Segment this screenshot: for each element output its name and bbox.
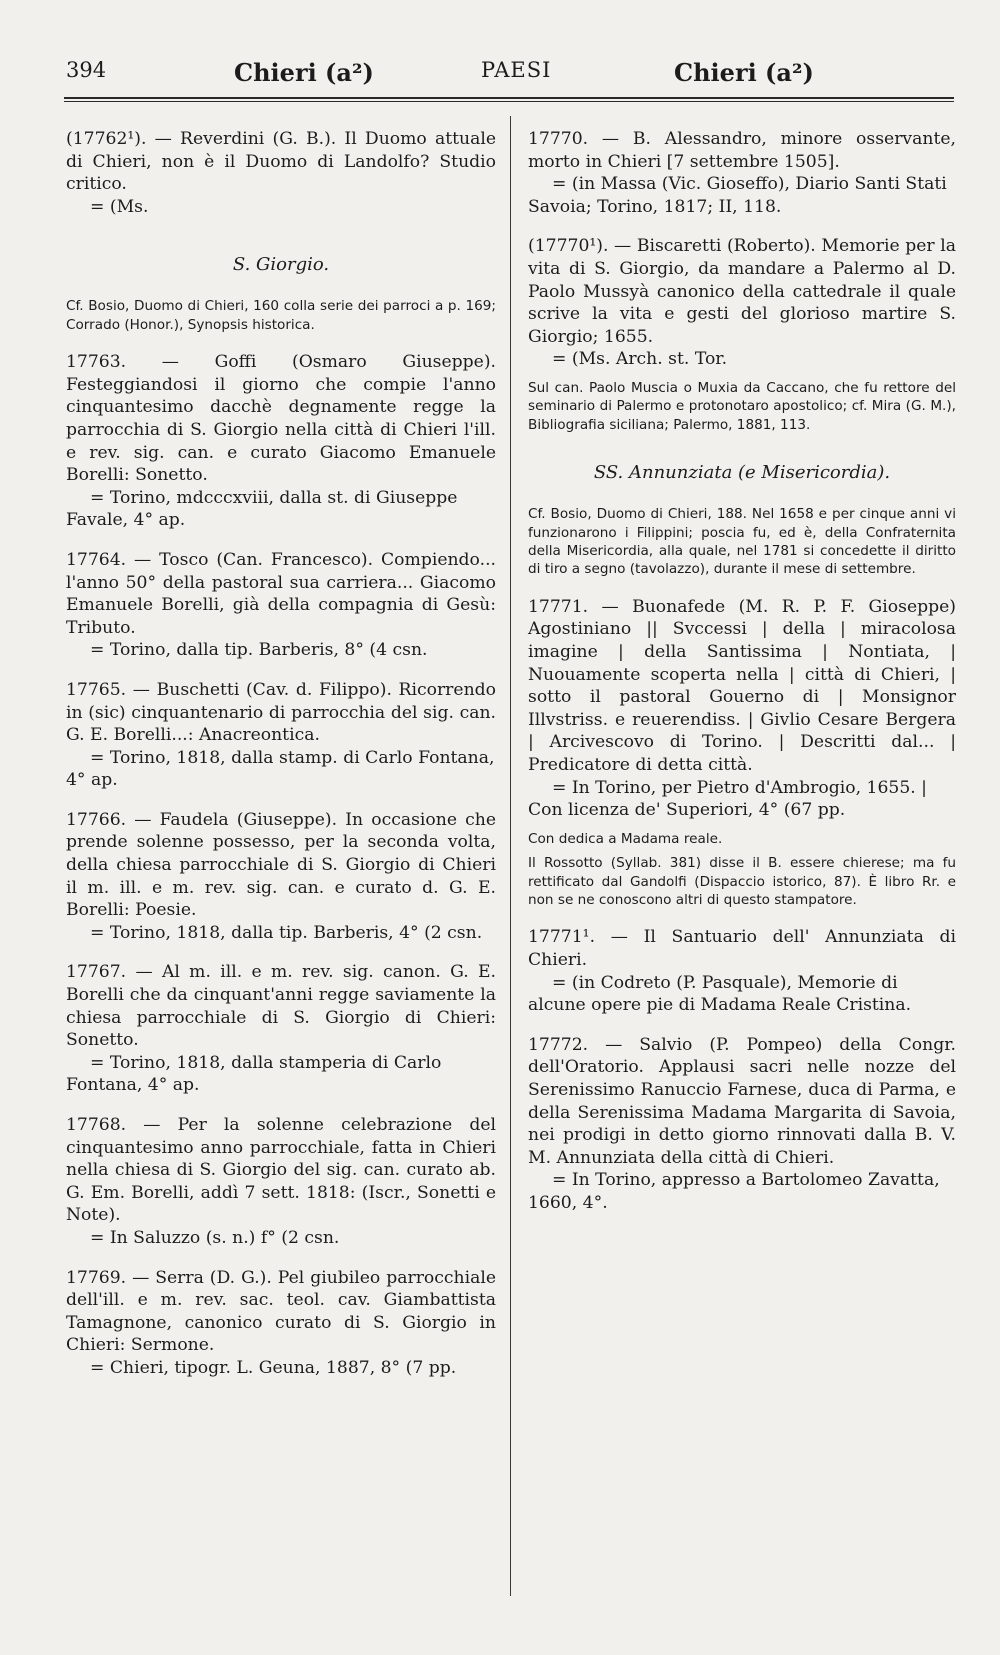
right-running-title: Chieri (a²) xyxy=(674,58,814,87)
entry-publication: = Torino, 1818, dalla stamperia di Carlo Fontana, 4° ap. xyxy=(66,1052,442,1096)
entry-publication: = In Torino, per Pietro d'Ambrogio, 1655. | Con licenza de' Superiori, 4° (67 pp. xyxy=(528,777,927,821)
entry-note: Il Rossotto (Syllab. 381) disse il B. essere chierese; ma fu rettificato dal Gandolfi (Dispaccio istorico, 87). È libro Rr. e non se ne conoscono altri di questo stampatore. xyxy=(528,855,956,908)
page-number: 394 xyxy=(66,58,107,82)
section-heading-ss-annunziata: SS. Annunziata (e Misericordia). xyxy=(593,462,891,484)
entry-publication: = (in Codreto (P. Pasquale), Memorie di alcune opere pie di Madama Reale Cristina. xyxy=(528,972,912,1016)
header-rule xyxy=(64,97,954,99)
entry-publication: = Torino, mdcccxviii, dalla st. di Giuseppe Favale, 4° ap. xyxy=(66,487,458,531)
entry-17762-1 xyxy=(66,128,496,218)
entry-17764 xyxy=(66,549,496,662)
entry-text: (17770¹). — Biscaretti (Roberto). Memorie per la vita di S. Giorgio, da mandare a Palermo al D. Paolo Mussyà canonico della cattedrale il quale scrive la vita e gesti del glorioso martire S. Giorgio; 1655. xyxy=(528,236,956,347)
left-running-title: Chieri (a²) xyxy=(234,58,374,87)
entry-publication: = Torino, dalla tip. Barberis, 8° (4 csn. xyxy=(90,640,428,661)
entry-text: 17769. — Serra (D. G.). Pel giubileo parrocchiale dell'ill. e m. rev. sac. teol. cav. Giambattista Tamagnone, canonico curato di S. Giorgio in Chieri: Sermone. xyxy=(66,1267,496,1356)
header-rule-thin xyxy=(64,101,954,102)
entry-text: 17770. — B. Alessandro, minore osservante, morto in Chieri [7 settembre 1505]. xyxy=(528,129,956,172)
entry-note: Sul can. Paolo Muscia o Muxia da Caccano, che fu rettore del seminario di Palermo e protonotaro apostolico; cf. Mira (G. M.), Bibliografia siciliana; Palermo, 1881, 113. xyxy=(528,379,956,433)
running-header xyxy=(66,52,960,92)
section-heading-s-giorgio: S. Giorgio. xyxy=(232,254,330,276)
entry-text: 17771¹. — Il Santuario dell' Annunziata di Chieri. xyxy=(528,927,956,970)
entry-text: 17771. — Buonafede (M. R. P. F. Gioseppe) Agostiniano || Svccessi | della | miracolosa imagine | della Santissima | Nontiata, | Nuouamente scoperta nella | città di Chieri, | sotto il pastoral Gouerno di | Monsignor Illvstriss. e reuerendiss. | Givlio Cesare Bergera | Arcivescovo di Torino. | Descritti dal... | Predicatore di detta città. xyxy=(528,596,956,775)
entry-publication: = Torino, 1818, dalla stamp. di Carlo Fontana, 4° ap. xyxy=(66,747,495,791)
entry-publication: = (Ms. xyxy=(90,196,149,217)
entry-publication: = Chieri, tipogr. L. Geuna, 1887, 8° (7 pp. xyxy=(90,1357,457,1378)
entry-17772 xyxy=(528,1034,956,1215)
entry-17769 xyxy=(66,1267,496,1380)
left-column xyxy=(66,128,496,1397)
entry-text: 17772. — Salvio (P. Pompeo) della Congr. dell'Oratorio. Applausi sacri nelle nozze del Serenissimo Ranuccio Farnese, duca di Parma, e della Serenissima Madama Margarita di Savoia, nei prodigi in detto giorno rinnovati dalla B. V. M. Annunziata della città di Chieri. xyxy=(528,1034,956,1168)
entry-17765 xyxy=(66,679,496,792)
entry-text: 17768. — Per la solenne celebrazione del cinquantesimo anno parrocchiale, fatta in Chieri nella chiesa di S. Giorgio del sig. can. curato ab. G. Em. Borelli, addì 7 sett. 1818: (Iscr., Sonetti e Note). xyxy=(66,1115,496,1226)
entry-publication: = In Torino, appresso a Bartolomeo Zavatta, 1660, 4°. xyxy=(528,1170,940,1213)
entry-text: 17764. — Tosco (Can. Francesco). Compiendo... l'anno 50° della pastoral sua carriera... Giacomo Emanuele Borelli, già della compagnia di Gesù: Tributo. xyxy=(66,549,496,638)
entry-publication: = (in Massa (Vic. Gioseffo), Diario Santi Stati Savoia; Torino, 1817; II, 118. xyxy=(528,174,947,217)
entry-17763 xyxy=(66,351,496,532)
section-note: Cf. Bosio, Duomo di Chieri, 160 colla serie dei parroci a p. 169; Corrado (Honor.), Synopsis historica. xyxy=(66,298,496,333)
entry-publication: = Torino, 1818, dalla tip. Barberis, 4° (2 csn. xyxy=(90,922,483,943)
entry-17768 xyxy=(66,1114,496,1250)
entry-publication: = (Ms. Arch. st. Tor. xyxy=(552,349,728,370)
column-divider xyxy=(510,116,511,1596)
entry-text: 17763. — Goffi (Osmaro Giuseppe). Festeggiandosi il giorno che compie l'anno cinquantesimo dacchè degnamente regge la parrocchia di S. Giorgio nella città di Chieri l'ill. e rev. sig. can. e curato Giacomo Emanuele Borelli: Sonetto. xyxy=(66,352,496,486)
entry-17770-1 xyxy=(528,235,956,371)
entry-17771-1 xyxy=(528,926,956,1016)
entry-note: Con dedica a Madama reale. xyxy=(528,830,723,847)
entry-text: 17765. — Buschetti (Cav. d. Filippo). Ricorrendo in (sic) cinquantenario di parrocchia del sig. can. G. E. Borelli...: Anacreontica. xyxy=(66,679,496,746)
entry-17771 xyxy=(528,596,956,822)
center-running-title: PAESI xyxy=(481,58,552,82)
entry-text: (17762¹). — Reverdini (G. B.). Il Duomo attuale di Chieri, non è il Duomo di Landolfo? Studio critico. xyxy=(66,129,496,195)
entry-text: 17766. — Faudela (Giuseppe). In occasione che prende solenne possesso, per la seconda volta, della chiesa parrocchiale di S. Giorgio di Chieri il m. ill. e m. rev. sig. can. e curato d. G. E. Borelli: Poesie. xyxy=(66,809,496,921)
right-column xyxy=(528,128,956,1231)
entry-17766 xyxy=(66,809,496,945)
entry-publication: = In Saluzzo (s. n.) f° (2 csn. xyxy=(90,1227,340,1248)
section-note: Cf. Bosio, Duomo di Chieri, 188. Nel 1658 e per cinque anni vi funzionarono i Filippini; poscia fu, ed è, della Confraternita della Misericordia, alla quale, nel 1781 si concedette il diritto di tiro a segno (tavolazzo), durante il mese di settembre. xyxy=(528,506,956,578)
entry-17767 xyxy=(66,961,496,1097)
entry-17770 xyxy=(528,128,956,218)
entry-text: 17767. — Al m. ill. e m. rev. sig. canon. G. E. Borelli che da cinquant'anni regge saviamente la chiesa parrocchiale di S. Giorgio di Chieri: Sonetto. xyxy=(66,962,496,1051)
